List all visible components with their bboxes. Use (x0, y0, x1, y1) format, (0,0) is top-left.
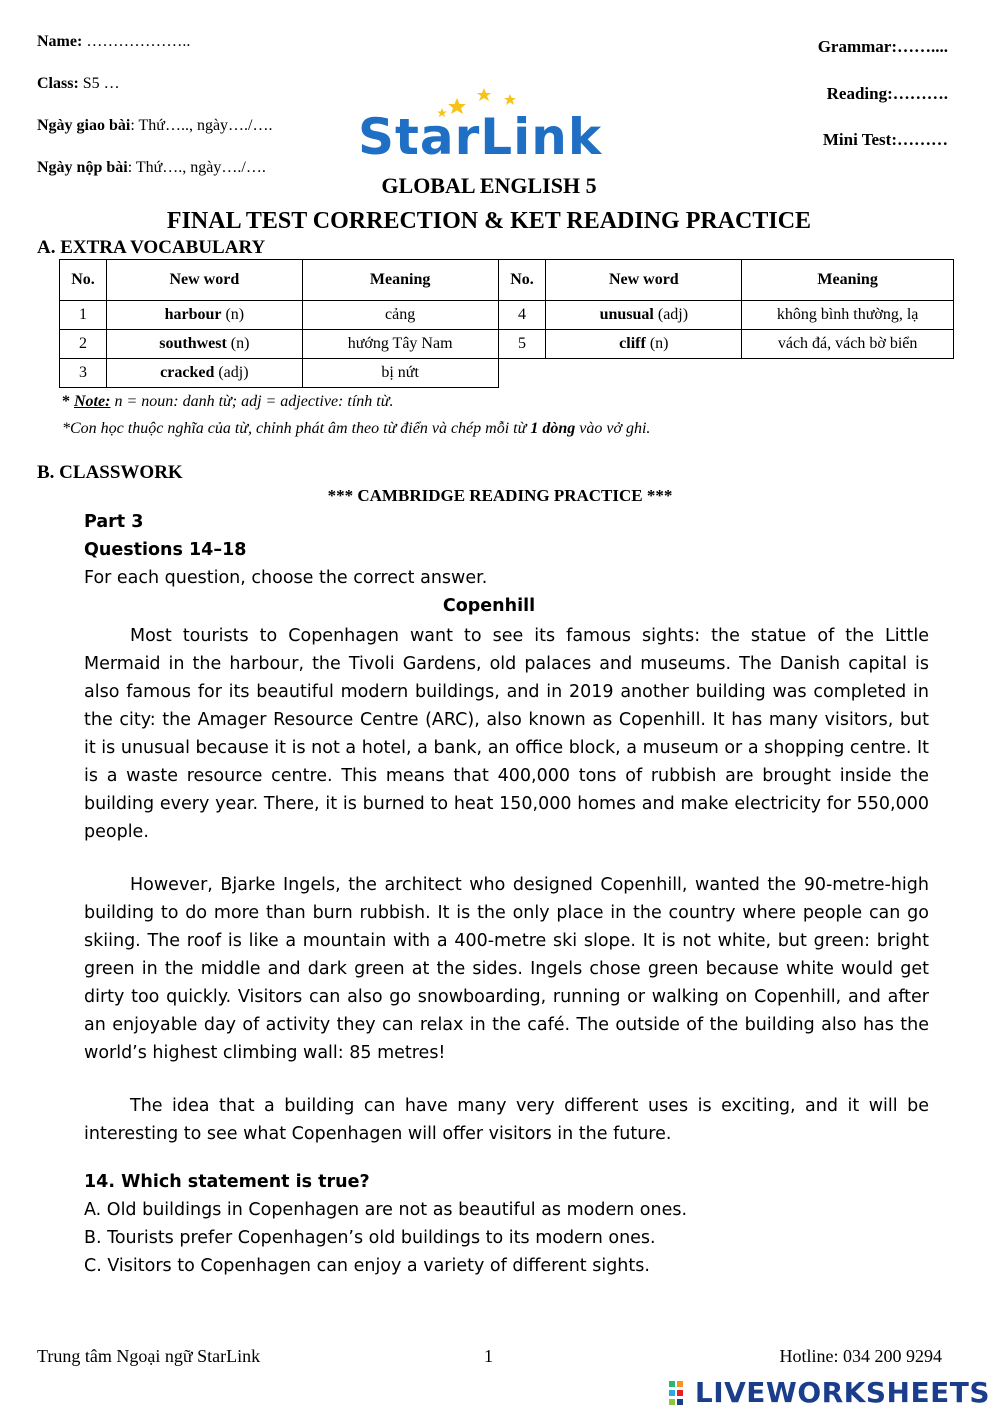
table-row (60, 330, 954, 359)
empty-cell (742, 359, 954, 388)
new-word-cell: cracked (adj) (106, 359, 302, 388)
footer-center-name: Trung tâm Ngoại ngữ StarLink (37, 1346, 261, 1366)
new-word-cell: unusual (adj) (546, 301, 742, 330)
meaning-cell: vách đá, vách bờ biển (742, 330, 954, 359)
page-number: 1 (484, 1346, 493, 1366)
passage-paragraph: Most tourists to Copenhagen want to see its famous sights: the statue of the Little Mermaid in the harbour, the Tivoli Gardens, old palaces and museums. The Danish capital is also famous for its beautiful modern buildings, and in 2019 another building was completed in the city: the Amager Resource Centre (ARC), also known as Copenhill. It has many visitors, but it is unusual because it is not a hotel, a bank, an office block, a museum or a shopping centre. It is a waste resource centre. This means that 400,000 tons of rubbish are brought inside the building every year. There, it is burned to heat 150,000 homes and make electricity for 550,000 people. (84, 626, 929, 842)
column-header: New word (546, 260, 742, 301)
empty-cell (498, 359, 546, 388)
grammar-score: Grammar:…….... (817, 37, 948, 56)
hotline: Hotline: 034 200 9294 (779, 1346, 942, 1366)
class-line: Class: S5 … (37, 75, 120, 92)
section-b-heading: B. CLASSWORK (37, 462, 183, 483)
word-number: 4 (498, 301, 546, 330)
starlink-logo (358, 86, 608, 166)
new-word-cell: harbour (n) (106, 301, 302, 330)
answer-option-b[interactable]: B. Tourists prefer Copenhagen’s old buildings to its modern ones. (84, 1228, 656, 1248)
meaning-cell: cảng (302, 301, 498, 330)
meaning-cell: bị nứt (302, 359, 498, 388)
study-instruction: *Con học thuộc nghĩa của từ, chỉnh phát âm theo từ điển và chép mỗi từ 1 dòng vào vở ghi. (62, 420, 651, 437)
word-number: 3 (60, 359, 107, 388)
page-title: GLOBAL ENGLISH 5 (381, 173, 597, 198)
column-header: Meaning (742, 260, 954, 301)
answer-option-c[interactable]: C. Visitors to Copenhagen can enjoy a variety of different sights. (84, 1256, 650, 1276)
grammar-note: * Note: n = noun: danh từ; adj = adjective: tính từ. (62, 393, 394, 410)
word-number: 5 (498, 330, 546, 359)
question-stem: 14. Which statement is true? (84, 1172, 370, 1192)
submit-date-line: Ngày nộp bài: Thứ…., ngày…./…. (37, 159, 266, 176)
page-subtitle: FINAL TEST CORRECTION & KET READING PRACTICE (166, 208, 812, 234)
liveworksheets-watermark: LIVEWORKSHEETS (669, 1376, 990, 1409)
column-header: Meaning (302, 260, 498, 301)
vocabulary-table (59, 259, 954, 388)
column-header: New word (106, 260, 302, 301)
passage-paragraph: The idea that a building can have many very different uses is exciting, and it will be interesting to see what Copenhagen will offer visitors in the future. (84, 1096, 929, 1144)
meaning-cell: hướng Tây Nam (302, 330, 498, 359)
new-word-cell: southwest (n) (106, 330, 302, 359)
practice-title: *** CAMBRIDGE READING PRACTICE *** (327, 486, 673, 505)
reading-score: Reading:………. (826, 84, 948, 103)
task-instruction: For each question, choose the correct answer. (84, 568, 488, 588)
passage-paragraph: However, Bjarke Ingels, the architect who designed Copenhill, wanted the 90-metre-high building to do more than burn rubbish. It is the only place in the country where people can go skiing. The roof is like a mountain with a 400-metre ski slope. It is not white, but green: bright green in the middle and dark green at the sides. Ingels chose green because white would get dirty too quickly. Visitors can also go snowboarding, running or walking on Copenhill, and after an enjoyable day of activity they can relax in the café. The outside of the building also has the world’s highest climbing wall: 85 metres! (84, 875, 929, 1063)
name-line: Name: ……………….. (37, 33, 191, 50)
column-header: No. (60, 260, 107, 301)
word-number: 2 (60, 330, 107, 359)
word-number: 1 (60, 301, 107, 330)
passage-title: Copenhill (442, 596, 536, 616)
empty-cell (546, 359, 742, 388)
column-header: No. (498, 260, 546, 301)
table-row (60, 301, 954, 330)
meaning-cell: không bình thường, lạ (742, 301, 954, 330)
questions-range: Questions 14–18 (84, 540, 247, 560)
assign-date-line: Ngày giao bài: Thứ….., ngày…./…. (37, 117, 273, 134)
liveworksheets-icon (669, 1381, 691, 1407)
part-label: Part 3 (84, 512, 144, 532)
table-header-row (60, 260, 954, 301)
answer-option-a[interactable]: A. Old buildings in Copenhagen are not as beautiful as modern ones. (84, 1200, 688, 1220)
logo-wordmark: StarLink (358, 108, 603, 166)
mini-test-score: Mini Test:……… (822, 130, 948, 149)
table-row (60, 359, 954, 388)
new-word-cell: cliff (n) (546, 330, 742, 359)
section-a-heading: A. EXTRA VOCABULARY (37, 237, 266, 258)
